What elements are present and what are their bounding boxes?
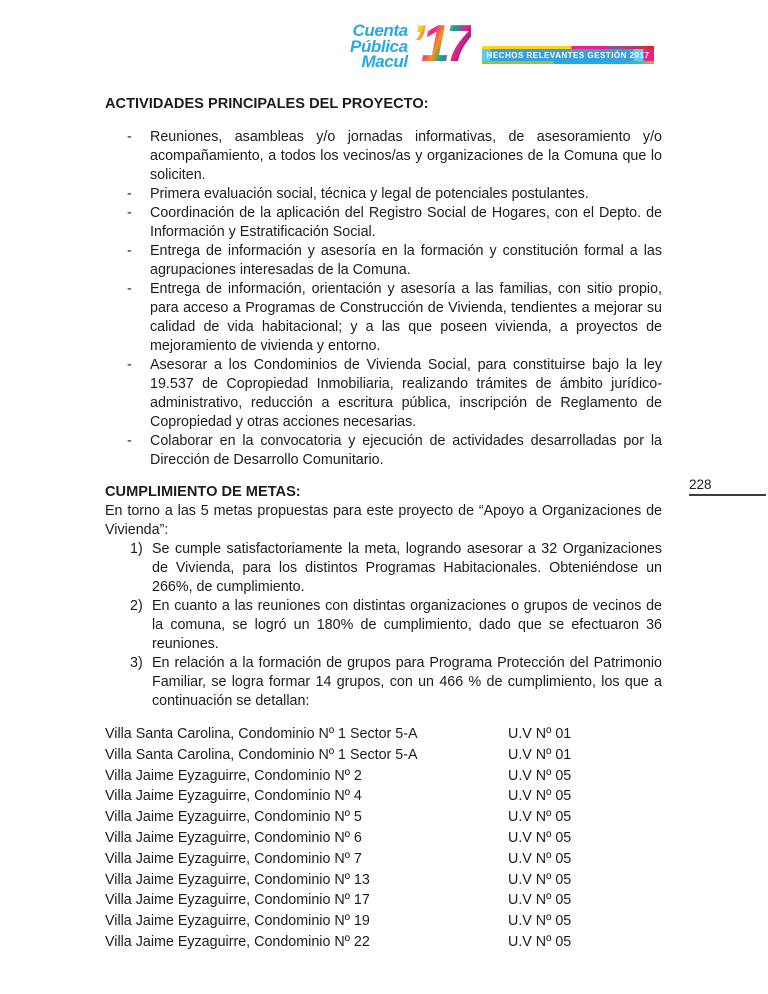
table-row (105, 766, 662, 787)
item-text: En relación a la formación de grupos para Programa Protección del Patrimonio Familiar, se logra formar 14 grupos, con un 466 % de cumplimiento, los que a continuación se detallan: (152, 655, 662, 709)
table-row (105, 870, 662, 891)
table-row (105, 807, 662, 828)
villa-uv: U.V Nº 05 (508, 871, 572, 888)
table-row (105, 724, 662, 745)
item-number: 3) (130, 655, 143, 671)
bullet-item (105, 185, 662, 204)
activities-bullet-list (105, 128, 662, 470)
bullet-text: Colaborar en la convocatoria y ejecución de actividades desarrolladas por la Dirección de Desarrollo Comunitario. (150, 433, 662, 468)
table-row (105, 828, 662, 849)
document-content (105, 95, 662, 953)
goals-intro-paragraph: En torno a las 5 metas propuestas para este proyecto de “Apoyo a Organizaciones de Vivienda”: (105, 503, 662, 538)
page-number-value: 228 (689, 477, 712, 492)
section-title-actividades: ACTIVIDADES PRINCIPALES DEL PROYECTO: (105, 96, 429, 112)
bullet-text: Primera evaluación social, técnica y legal de potenciales postulantes. (150, 186, 589, 202)
banner-label: HECHOS RELEVANTES GESTIÓN 2017 (486, 50, 650, 60)
banner-bottom-stripe (482, 61, 654, 64)
table-row (105, 932, 662, 953)
villa-uv: U.V Nº 01 (508, 746, 572, 763)
villa-uv: U.V Nº 05 (508, 933, 572, 950)
villa-table (105, 724, 662, 953)
villa-name: Villa Jaime Eyzaguirre, Condominio Nº 22 (105, 933, 370, 950)
villa-uv: U.V Nº 05 (508, 850, 572, 867)
bullet-text: Entrega de información, orientación y asesoría a las familias, con sitio propio, para acceso a Programas de Construcción de Vivienda, tendientes a mejorar su calidad de vida habitacional; y a las que poseen vivienda, a proyectos de mejoramiento de vivienda y entorno. (150, 281, 662, 354)
villa-name: Villa Jaime Eyzaguirre, Condominio Nº 2 (105, 767, 362, 784)
logo-line-publica: Pública (350, 36, 408, 56)
item-number: 1) (130, 541, 143, 557)
villa-uv: U.V Nº 01 (508, 726, 572, 742)
villa-uv: U.V Nº 05 (508, 788, 572, 805)
banner-bar (482, 49, 654, 61)
logo-line-macul: Macul (361, 52, 408, 71)
villa-name: Villa Jaime Eyzaguirre, Condominio Nº 6 (105, 829, 362, 846)
table-row (105, 911, 662, 932)
bullet-item (105, 432, 662, 470)
banner-hechos-relevantes (482, 46, 654, 64)
numbered-item (105, 540, 662, 597)
bullet-item (105, 242, 662, 280)
section-title-cumplimiento: CUMPLIMIENTO DE METAS: (105, 484, 301, 500)
table-row (105, 890, 662, 911)
bullet-item (105, 356, 662, 432)
bullet-item (105, 280, 662, 356)
villa-name: Villa Santa Carolina, Condominio Nº 1 Sector 5-A (105, 726, 418, 742)
page-number (689, 477, 766, 496)
cuenta-publica-logo (350, 15, 471, 73)
table-row (105, 745, 662, 766)
bullet-dash: - (127, 243, 132, 259)
item-text: Se cumple satisfactoriamente la meta, logrando asesorar a 32 Organizaciones de Vivienda, para los distintos Programas Habitacionales. Obteniéndose un 266%, de cumplimiento. (152, 541, 662, 595)
bullet-dash: - (127, 186, 132, 202)
bullet-text: Coordinación de la aplicación del Registro Social de Hogares, con el Depto. de Información y Estratificación Social. (150, 205, 662, 240)
table-row (105, 849, 662, 870)
bullet-dash: - (127, 357, 132, 373)
logo-wordmark (350, 20, 408, 70)
villa-uv: U.V Nº 05 (508, 913, 572, 930)
villa-name: Villa Jaime Eyzaguirre, Condominio Nº 5 (105, 809, 362, 826)
numbered-item (105, 654, 662, 711)
bullet-text: Asesorar a los Condominios de Vivienda Social, para constituirse bajo la ley 19.537 de Copropiedad Inmobiliaria, realizando trámites de ámbito jurídico- administrativo, reducción a escritura pública, inscripción de Reglamento de Copropiedad y otras acciones necesarias. (150, 357, 662, 430)
bullet-dash: - (127, 433, 132, 449)
bullet-text: Entrega de información y asesoría en la formación y constitución formal a las agrupaciones interesadas de la Comuna. (150, 243, 662, 278)
bullet-dash: - (127, 129, 132, 145)
logo-line-cuenta: Cuenta (352, 21, 408, 40)
villa-name: Villa Santa Carolina, Condominio Nº 1 Sector 5-A (105, 746, 418, 763)
villa-name: Villa Jaime Eyzaguirre, Condominio Nº 17 (105, 892, 370, 909)
item-text: En cuanto a las reuniones con distintas organizaciones o grupos de vecinos de la comuna, se logró un 180% de cumplimiento, dado que se efectuaron 36 reuniones. (152, 598, 662, 652)
villa-name: Villa Jaime Eyzaguirre, Condominio Nº 13 (105, 871, 370, 888)
goals-numbered-list (105, 540, 662, 711)
bullet-item (105, 204, 662, 242)
villa-uv: U.V Nº 05 (508, 767, 572, 784)
villa-uv: U.V Nº 05 (508, 892, 572, 909)
bullet-text: Reuniones, asambleas y/o jornadas informativas, de asesoramiento y/o acompañamiento, a todos los vecinos/as y organizaciones de la Comuna que lo soliciten. (150, 129, 662, 183)
bullet-item (105, 128, 662, 185)
bullet-dash: - (127, 205, 132, 221)
item-number: 2) (130, 598, 143, 614)
logo-year-17: ’17 (410, 15, 471, 73)
villa-uv: U.V Nº 05 (508, 829, 572, 846)
villa-name: Villa Jaime Eyzaguirre, Condominio Nº 4 (105, 788, 362, 805)
villa-name: Villa Jaime Eyzaguirre, Condominio Nº 7 (105, 850, 362, 867)
villa-name: Villa Jaime Eyzaguirre, Condominio Nº 19 (105, 913, 370, 930)
numbered-item (105, 597, 662, 654)
table-row (105, 786, 662, 807)
bullet-dash: - (127, 281, 132, 297)
villa-uv: U.V Nº 05 (508, 809, 572, 826)
